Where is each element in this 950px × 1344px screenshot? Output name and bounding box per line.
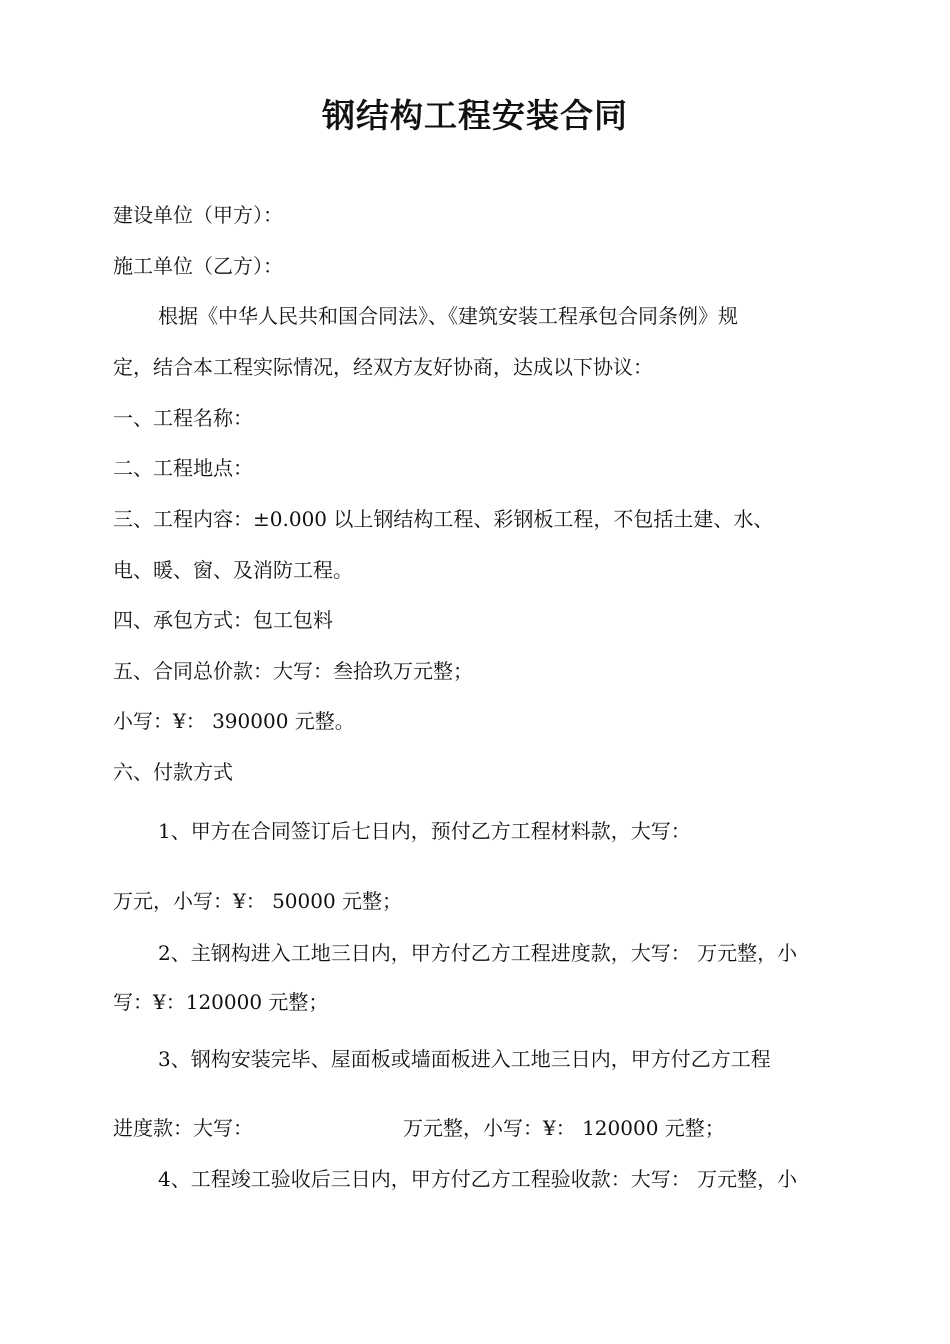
payment-4-line-1: 4、工程竣工验收后三日内，甲方付乙方工程验收款：大写： 万元整，小	[158, 1167, 798, 1191]
clause-6-payment-heading: 六、付款方式	[113, 760, 233, 784]
payment-3-line-2-part-1: 进度款：大写：	[113, 1116, 253, 1140]
clause-4-contract-mode: 四、承包方式：包工包料	[113, 608, 333, 632]
payment-1-line-1: 1、甲方在合同签订后七日内，预付乙方工程材料款，大写：	[158, 819, 691, 843]
party-b-line: 施工单位（乙方）：	[113, 254, 283, 278]
payment-2-line-1: 2、主钢构进入工地三日内，甲方付乙方工程进度款，大写： 万元整，小	[158, 941, 798, 965]
party-a-line: 建设单位（甲方）：	[113, 203, 283, 227]
clause-2-project-location: 二、工程地点：	[113, 456, 253, 480]
clause-1-project-name: 一、工程名称：	[113, 406, 253, 430]
payment-1-line-2: 万元，小写：¥： 50000 元整；	[113, 889, 403, 913]
payment-3-line-2	[113, 1113, 725, 1143]
clause-3-scope-line-2: 电、暖、窗、及消防工程。	[113, 558, 353, 582]
payment-3-line-2-part-2: 万元整，小写：¥： 120000 元整；	[403, 1116, 725, 1140]
payment-2-line-2: 写：¥：120000 元整；	[113, 990, 329, 1014]
clause-5-total-price: 五、合同总价款：大写：叁拾玖万元整；	[113, 659, 473, 683]
payment-3-line-1: 3、钢构安装完毕、屋面板或墙面板进入工地三日内，甲方付乙方工程	[158, 1047, 771, 1071]
document-title: 钢结构工程安装合同	[322, 96, 628, 135]
clause-5-total-price-figures: 小写：¥： 390000 元整。	[113, 709, 355, 733]
preamble-line-2: 定，结合本工程实际情况，经双方友好协商，达成以下协议：	[113, 355, 653, 379]
preamble-line-1: 根据《中华人民共和国合同法》、《建筑安装工程承包合同条例》规	[158, 304, 738, 328]
clause-3-scope-line-1: 三、工程内容：±0.000 以上钢结构工程、彩钢板工程，不包括土建、水、	[113, 507, 774, 531]
